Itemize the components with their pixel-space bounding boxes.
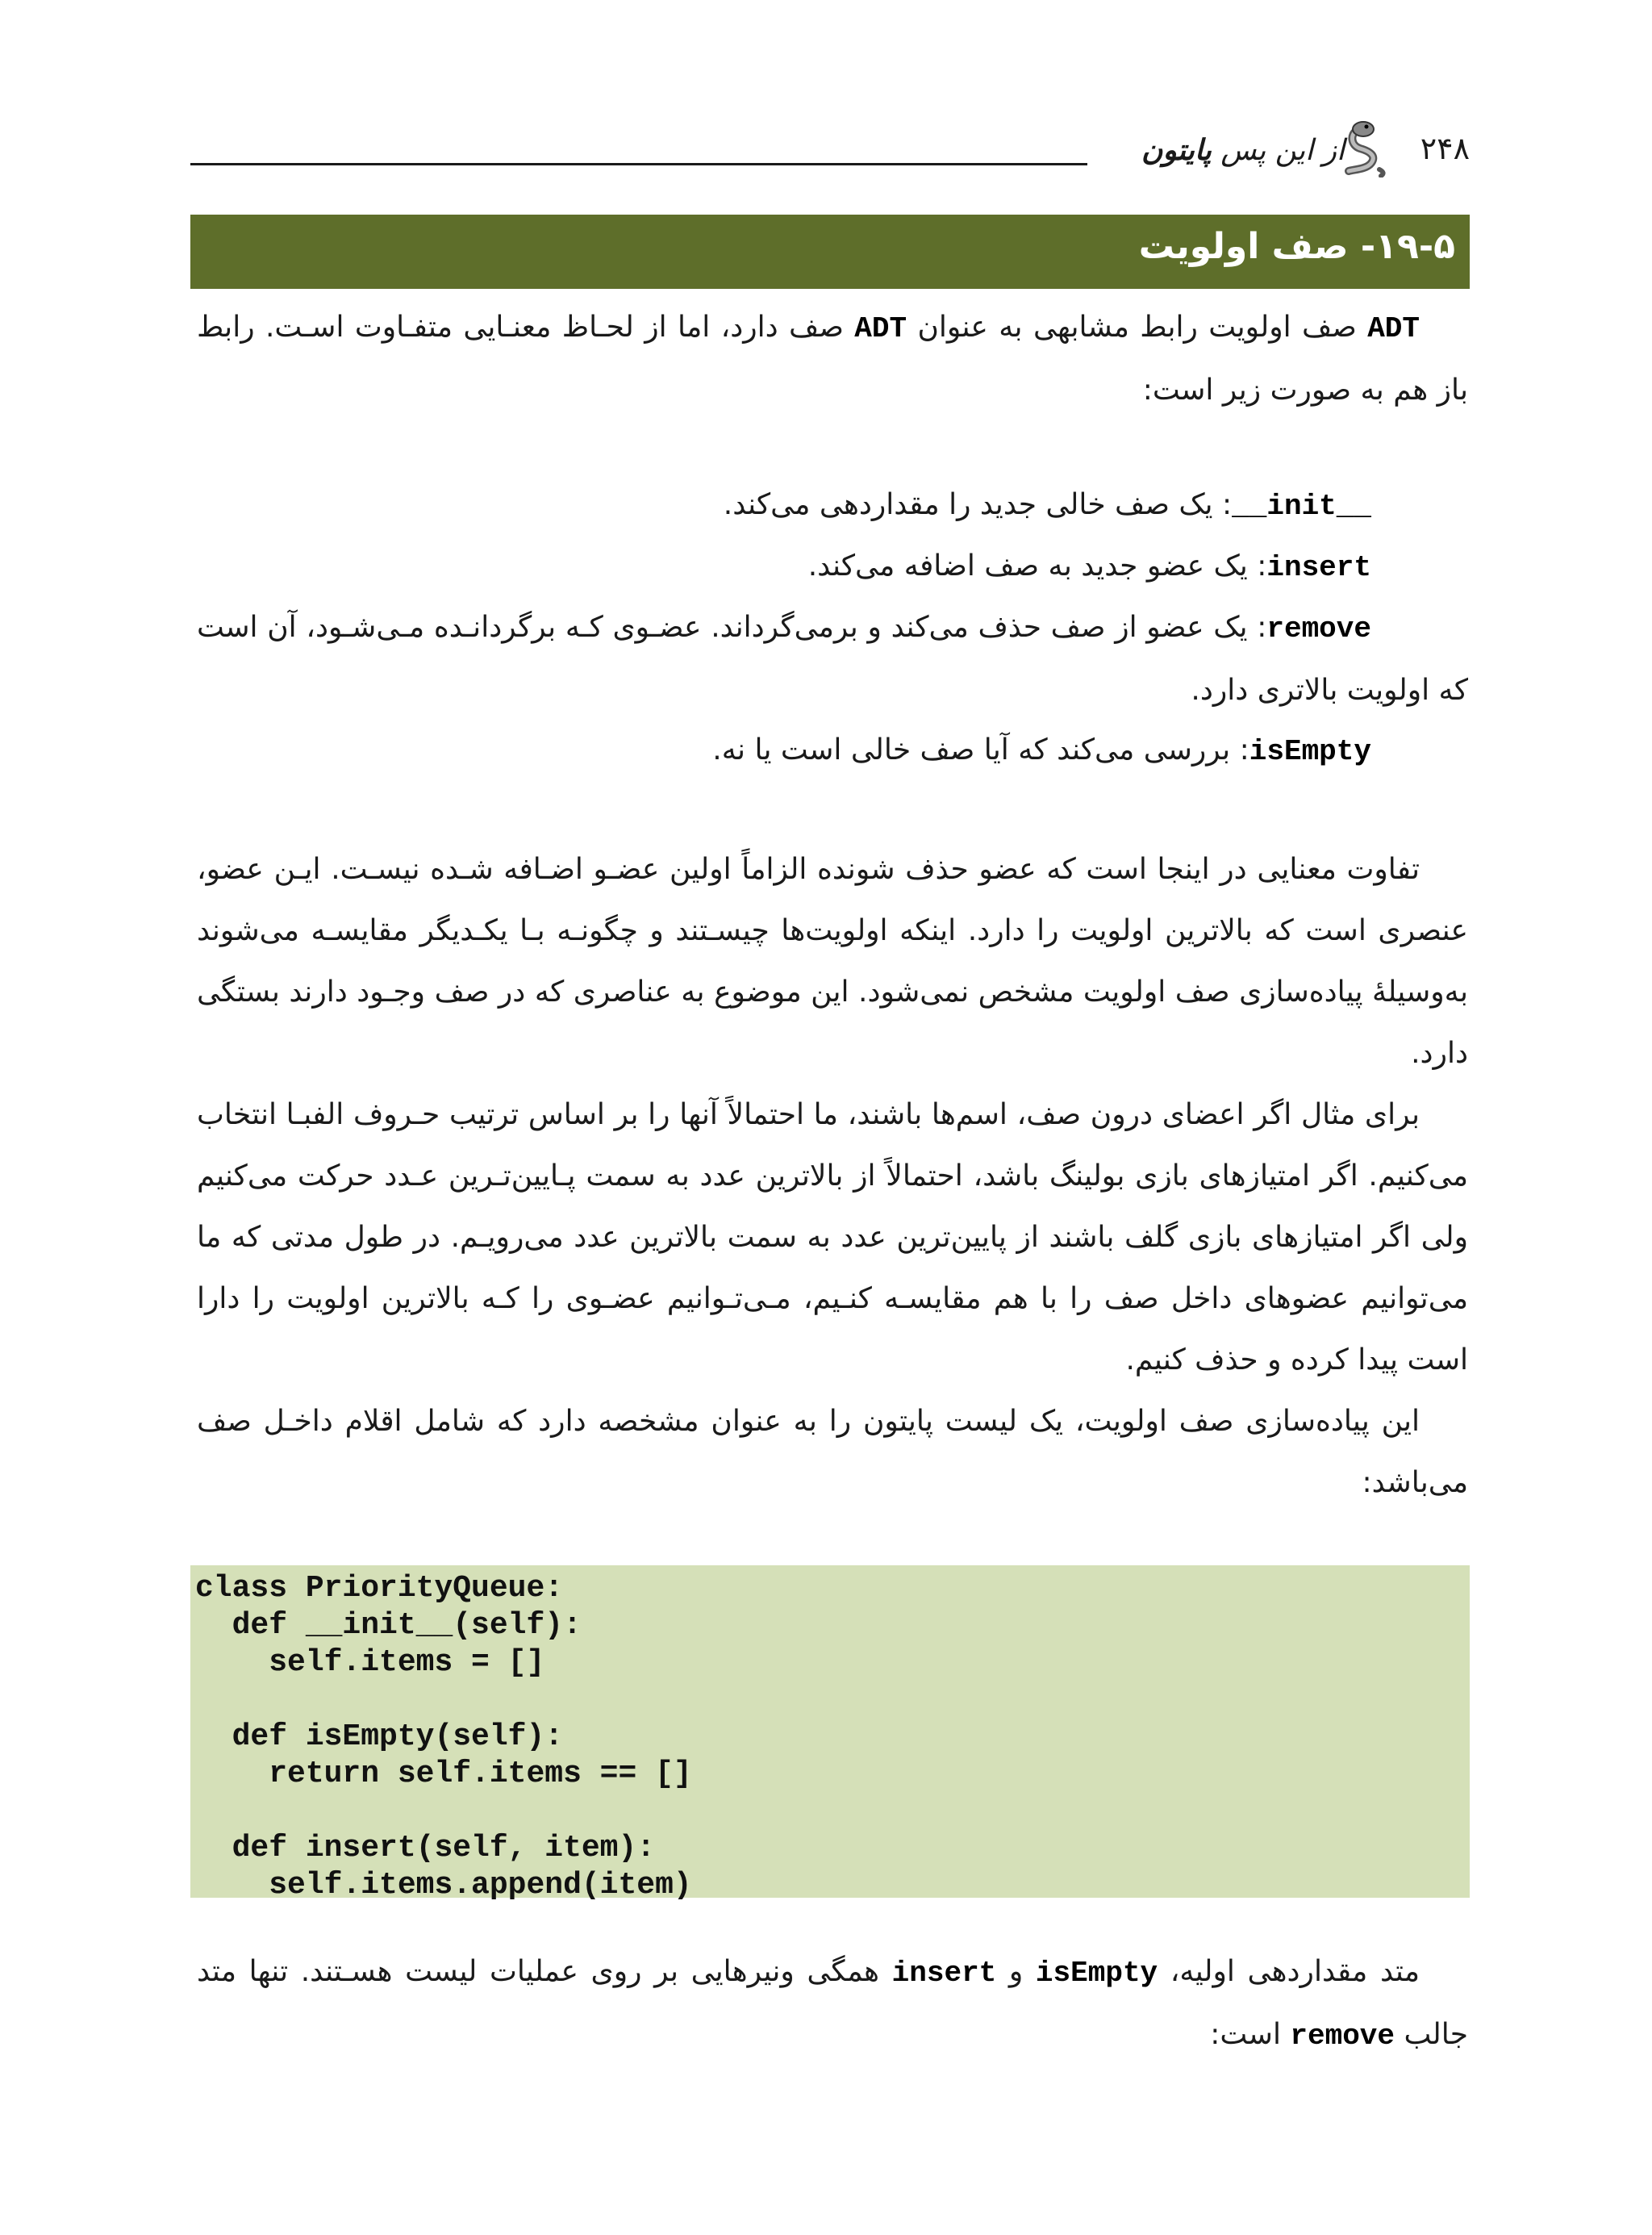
book-title: [1141, 134, 1345, 167]
snake-icon: [1344, 121, 1391, 178]
closing-text-1: متد مقداردهی اولیه،: [1158, 1955, 1420, 1988]
intro-text-1: صف اولویت رابط مشابهی به عنوان: [907, 311, 1368, 344]
code-listing: class PriorityQueue: def __init__(self): self.items = [] def isEmpty(self): return self.items == [] def insert(self, item): self.items.append(item): [195, 1571, 692, 1903]
method-item-remove: [197, 597, 1468, 721]
book-title-name: پایتون: [1141, 134, 1212, 167]
code-term-remove: remove: [1290, 2020, 1395, 2053]
paragraph-semantics: تفاوت معنایی در اینجا است که عضو حذف شونده الزاماً اولین عضـو اضـافه شـده نیسـت. ایـن عضو، عنصری است که بالاترین اولویت را دارد. اینکه اولویت‌ها چیسـتند و چگونـه بـا یکـدیگر مقایسـه می‌شوند به‌وسیلهٔ پیاده‌سازی صف اولویت مشخص نمی‌شود. این موضوع به عناصری که در صف وجـود دارند بستگی دارد.: [197, 853, 1468, 1070]
method-item-init: [197, 474, 1468, 537]
closing-paragraph: [197, 1941, 1468, 2067]
paragraph-example: برای مثال اگر اعضای درون صف، اسم‌ها باشند، ما احتمالاً آنها را بر اساس ترتیب حـروف الفبـا انتخاب می‌کنیم. اگر امتیازهای بازی بولینگ باشد، احتمالاً از بالاترین عدد به سمت پـایین‌تـرین عـدد حرکت می‌کنیم ولی اگر امتیازهای بازی گلف باشند از پایین‌ترین عدد به سمت بالاترین عدد می‌رویـم. در طول مدتی که ما می‌توانیم عضوهای داخل صف را با هم مقایسـه کنـیم، مـی‌تـوانیم عضـوی را کـه بالاترین اولویت را دارا است پیدا کرده و حذف کنیم.: [197, 1098, 1468, 1377]
method-item-isempty: [197, 720, 1468, 783]
method-name: remove: [1266, 612, 1371, 645]
adt-term: ADT: [1367, 312, 1420, 345]
intro-paragraph: [197, 297, 1468, 421]
page-header: [190, 119, 1470, 184]
closing-text-2: و: [996, 1955, 1036, 1988]
closing-text-4: است:: [1210, 2018, 1291, 2051]
code-term-insert: insert: [891, 1957, 997, 1990]
section-title: ۱۹-۵- صف اولویت: [1138, 226, 1455, 267]
code-block: [190, 1565, 1470, 1903]
code-term-isempty: isEmpty: [1035, 1957, 1158, 1990]
method-desc: : یک عضو از صف حذف می‌کند و برمی‌گرداند. عضـوی کـه برگردانـده مـی‌شـود، آن است که اولویت بالاتری دارد.: [197, 611, 1468, 707]
book-title-prefix: از این پس: [1220, 134, 1345, 167]
method-desc: : یک عضو جدید به صف اضافه می‌کند.: [807, 549, 1267, 583]
section-banner: [190, 215, 1470, 289]
method-name: __init__: [1232, 490, 1371, 523]
method-item-insert: [197, 536, 1468, 599]
intro-text-2: صف دارد، اما از لحـاظ معنـایی متفـاوت اسـت. رابط باز هم به صورت زیر است:: [197, 311, 1468, 407]
method-name: insert: [1266, 551, 1371, 584]
closing-text-3: همگی ونیرهایی بر روی عملیات لیست هسـتند. تنها متد جالب: [197, 1955, 1468, 2051]
method-desc: : بررسی می‌کند که آیا صف خالی است یا نه.: [712, 733, 1249, 767]
method-desc: : یک صف خالی جدید را مقداردهی می‌کند.: [723, 488, 1233, 521]
header-rule: [190, 163, 1087, 165]
method-name: isEmpty: [1249, 735, 1371, 768]
adt-term-2: ADT: [854, 312, 907, 345]
paragraph-implementation: این پیاده‌سازی صف اولویت، یک لیست پایتون را به عنوان مشخصه دارد که شامل اقلام داخـل صف می‌باشد:: [197, 1405, 1468, 1499]
page-number: ۲۴۸: [1420, 131, 1470, 166]
